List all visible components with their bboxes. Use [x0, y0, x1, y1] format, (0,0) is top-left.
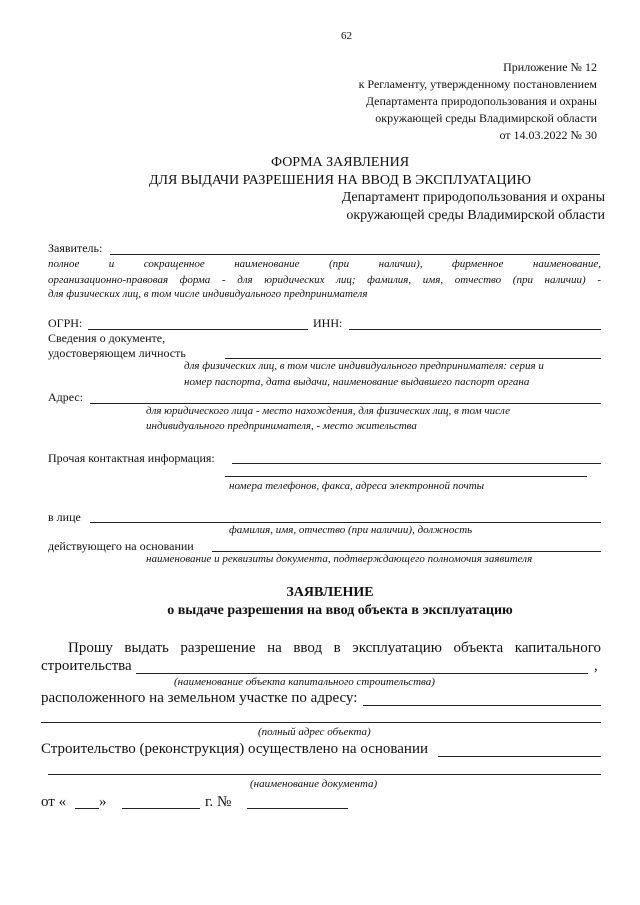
- appendix-line-1: Приложение № 12: [503, 60, 597, 74]
- request-line-2-prefix: строительства: [41, 658, 132, 674]
- object-name-hint: (наименование объекта капитального строительства): [174, 676, 435, 688]
- representative-label: в лице: [48, 510, 81, 524]
- date-close-quote: »: [99, 794, 107, 810]
- location-label: расположенного на земельном участке по адресу:: [41, 690, 358, 706]
- request-line-2-suffix: ,: [594, 658, 598, 674]
- identity-doc-label-1: Сведения о документе,: [48, 331, 166, 345]
- applicant-label: Заявитель:: [48, 241, 103, 255]
- date-day-field[interactable]: [75, 808, 99, 809]
- contact-hint: номера телефонов, факса, адреса электронной почты: [229, 480, 485, 492]
- appendix-line-5: от 14.03.2022 № 30: [499, 128, 597, 142]
- identity-doc-hint-2: номер паспорта, дата выдачи, наименование выдавшего паспорт органа: [184, 376, 530, 388]
- identity-doc-label-2: удостоверяющем личность: [48, 346, 186, 360]
- form-title-line-2: ДЛЯ ВЫДАЧИ РАЗРЕШЕНИЯ НА ВВОД В ЭКСПЛУАТАЦИЮ: [148, 173, 532, 188]
- appendix-line-3: Департамента природопользования и охраны: [365, 94, 597, 108]
- applicant-hint-1: полное и сокращенное наименование (при наличии), фирменное наименование,: [48, 258, 601, 270]
- statement-subtitle: о выдаче разрешения на ввод объекта в эксплуатацию: [167, 603, 513, 618]
- basis-label: действующего на основании: [48, 539, 194, 553]
- address-hint-2: индивидуального предпринимателя, - место жительства: [146, 420, 417, 432]
- applicant-hint-3: для физических лиц, в том числе индивидуального предпринимателя: [48, 288, 368, 300]
- document-name-hint: (наименование документа): [250, 778, 378, 790]
- addressee-line-1: Департамент природопользования и охраны: [341, 190, 605, 205]
- ogrn-field[interactable]: [88, 329, 308, 330]
- page-number: 62: [341, 30, 352, 42]
- contact-label: Прочая контактная информация:: [48, 451, 215, 465]
- location-field-2[interactable]: [41, 722, 601, 723]
- identity-doc-field[interactable]: [225, 358, 601, 359]
- year-number-label: г. №: [205, 794, 232, 810]
- addressee-line-2: окружающей среды Владимирской области: [346, 208, 605, 223]
- appendix-line-2: к Регламенту, утвержденному постановлением: [358, 77, 597, 91]
- contact-field-2[interactable]: [225, 476, 587, 477]
- address-field[interactable]: [90, 403, 601, 404]
- inn-field[interactable]: [349, 329, 601, 330]
- basis-hint: наименование и реквизиты документа, подтверждающего полномочия заявителя: [146, 553, 533, 565]
- ogrn-label: ОГРН:: [48, 316, 83, 330]
- appendix-line-4: окружающей среды Владимирской области: [375, 111, 597, 125]
- applicant-hint-2: организационно-правовая форма - для юридических лиц; фамилия, имя, отчество (при наличии) -: [48, 274, 601, 286]
- address-hint-1: для юридического лица - место нахождения, для физических лиц, в том числе: [146, 405, 510, 417]
- date-month-field[interactable]: [122, 808, 200, 809]
- inn-label: ИНН:: [313, 316, 343, 330]
- representative-hint: фамилия, имя, отчество (при наличии), должность: [229, 524, 473, 536]
- date-from-label: от «: [41, 794, 67, 810]
- contact-field-1[interactable]: [232, 463, 601, 464]
- construction-field-1[interactable]: [438, 756, 601, 757]
- identity-doc-hint-1: для физических лиц, в том числе индивидуального предпринимателя: серия и: [184, 360, 544, 372]
- construction-label: Строительство (реконструкция) осуществлено на основании: [41, 741, 428, 757]
- document-number-field[interactable]: [247, 808, 348, 809]
- location-field-1[interactable]: [363, 705, 601, 706]
- form-title-line-1: ФОРМА ЗАЯВЛЕНИЯ: [270, 155, 410, 170]
- object-name-field[interactable]: [136, 673, 588, 674]
- basis-field[interactable]: [212, 551, 601, 552]
- representative-field[interactable]: [90, 522, 601, 523]
- request-line-1: Прошу выдать разрешение на ввод в эксплуатацию объекта капитального: [68, 640, 601, 656]
- address-label: Адрес:: [48, 390, 84, 404]
- address-object-hint: (полный адрес объекта): [258, 726, 371, 738]
- construction-field-2[interactable]: [48, 774, 601, 775]
- statement-title: ЗАЯВЛЕНИЕ: [286, 585, 374, 600]
